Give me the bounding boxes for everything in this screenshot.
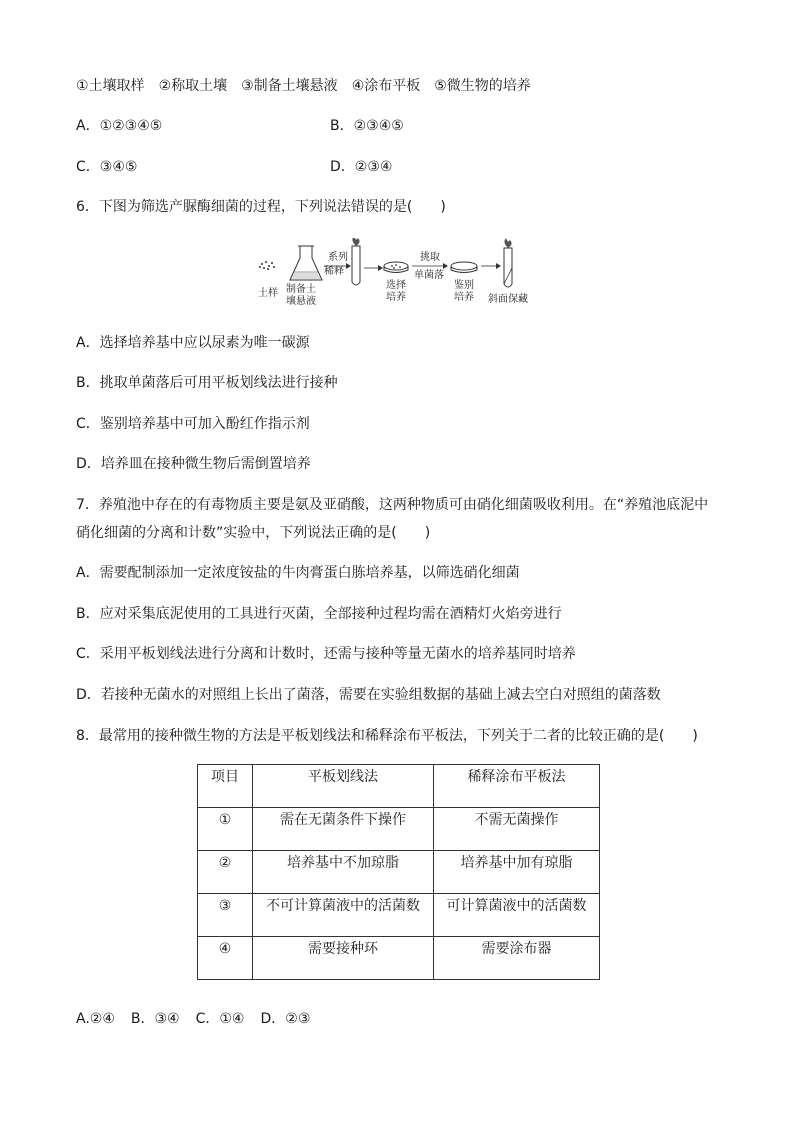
table-cell: 需要涂布器	[434, 937, 600, 980]
label-soil: 土样	[258, 288, 278, 299]
q8-answers	[76, 1009, 310, 1029]
table-row	[198, 808, 600, 851]
q5-item: ③制备土壤悬液	[241, 78, 338, 94]
arrow-icon	[481, 263, 501, 269]
label-pick-1: 挑取	[420, 252, 440, 263]
label-identify-2: 培养	[454, 292, 474, 303]
table-row	[198, 937, 600, 980]
soil-sample-icon	[259, 261, 275, 270]
table-header: 平板划线法	[253, 765, 434, 808]
label-select-2: 培养	[386, 292, 406, 303]
q5-option-a: A．①②③④⑤	[76, 118, 163, 134]
arrow-icon	[412, 263, 448, 269]
label-dilute-1: 系列	[328, 252, 348, 263]
q8-stem: 8．最常用的接种微生物的方法是平板划线法和稀释涂布平板法，下列关于二者的比较正确的是( )	[76, 728, 698, 744]
label-suspension-2: 壤悬液	[286, 296, 316, 307]
q7-option-d: D．若接种无菌水的对照组上长出了菌落，需要在实验组数据的基础上减去空白对照组的菌落数	[76, 687, 661, 703]
table-row	[198, 894, 600, 937]
table-cell: 需在无菌条件下操作	[253, 808, 434, 851]
label-dilute-2: 稀释	[324, 266, 344, 277]
label-select-1: 选择	[386, 280, 406, 291]
q6-option-a: A．选择培养基中应以尿素为唯一碳源	[76, 335, 310, 351]
q8-answer-a: A.②④	[76, 1011, 115, 1027]
table-cell: 不需无菌操作	[434, 808, 600, 851]
q6-option-c: C．鉴别培养基中可加入酚红作指示剂	[76, 416, 310, 432]
q7-option-c: C．采用平板划线法进行分离和计数时，还需与接种等量无菌水的培养基同时培养	[76, 646, 576, 662]
q6-option-d: D．培养皿在接种微生物后需倒置培养	[76, 456, 311, 472]
petri-dish-icon	[384, 262, 408, 273]
table-row	[198, 851, 600, 894]
q6-option-b: B．挑取单菌落后可用平板划线法进行接种	[76, 375, 338, 391]
q7-option-b: B．应对采集底泥使用的工具进行灭菌，全部接种过程均需在酒精灯火焰旁进行	[76, 606, 562, 622]
slant-tube-icon	[504, 238, 512, 287]
table-header-row	[198, 765, 600, 808]
table-cell: 培养基中不加琼脂	[253, 851, 434, 894]
table-cell: ③	[198, 894, 253, 937]
table-cell: ④	[198, 937, 253, 980]
q6-stem: 6．下图为筛选产脲酶细菌的过程，下列说法错误的是( )	[76, 199, 446, 215]
flask-icon	[290, 246, 322, 280]
q5-option-b: B．②③④⑤	[330, 118, 404, 134]
table-cell: 不可计算菌液中的活菌数	[253, 894, 434, 937]
process-diagram	[256, 238, 546, 310]
table-cell: 可计算菌液中的活菌数	[434, 894, 600, 937]
q5-item: ⑤微生物的培养	[434, 78, 531, 94]
table-cell: ①	[198, 808, 253, 851]
q7-stem-line2: 硝化细菌的分离和计数”实验中，下列说法正确的是( )	[76, 525, 431, 541]
table-cell: ②	[198, 851, 253, 894]
q5-item: ②称取土壤	[158, 78, 228, 94]
label-suspension-1: 制备土	[286, 284, 316, 295]
q5-option-c: C．③④⑤	[76, 159, 138, 175]
q8-answer-d: D．②③	[260, 1011, 311, 1027]
table-header: 项目	[198, 765, 253, 808]
label-identify-1: 鉴别	[454, 280, 474, 291]
table-cell: 需要接种环	[253, 937, 434, 980]
q5-items	[76, 76, 531, 96]
table-header: 稀释涂布平板法	[434, 765, 600, 808]
q5-item: ①土壤取样	[76, 78, 145, 94]
q5-item: ④涂布平板	[351, 78, 421, 94]
label-pick-2: 单菌落	[414, 270, 444, 281]
petri-dish-icon	[451, 262, 477, 273]
arrow-icon	[364, 265, 383, 271]
q8-answer-b: B．③④	[130, 1011, 180, 1027]
comparison-table	[197, 764, 600, 980]
q5-option-d: D．②③④	[330, 159, 393, 175]
q7-stem-line1: 7．养殖池中存在的有毒物质主要是氨及亚硝酸，这两种物质可由硝化细菌吸收利用。在“养殖池底泥中	[76, 497, 709, 513]
label-slant: 斜面保藏	[488, 294, 528, 305]
test-tube-icon	[352, 238, 360, 285]
q8-answer-c: C．①④	[195, 1011, 245, 1027]
table-cell: 培养基中加有琼脂	[434, 851, 600, 894]
q7-option-a: A．需要配制添加一定浓度铵盐的牛肉膏蛋白胨培养基，以筛选硝化细菌	[76, 565, 520, 581]
